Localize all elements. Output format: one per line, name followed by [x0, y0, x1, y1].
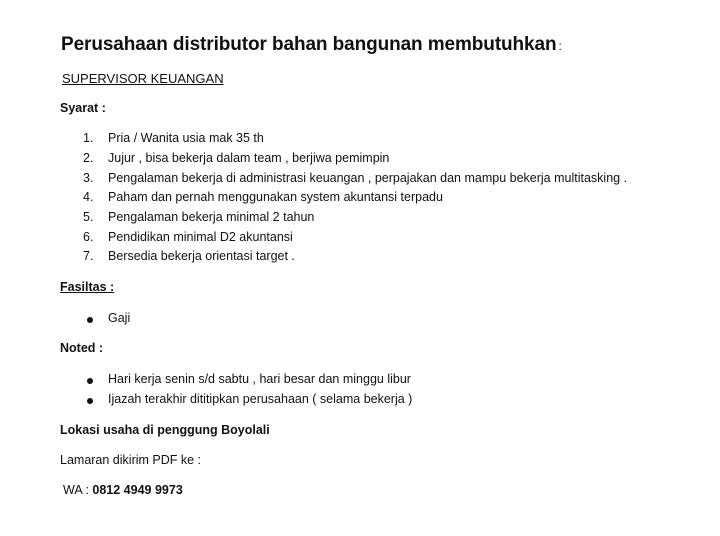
- syarat-number: 1.: [83, 131, 94, 145]
- whatsapp-contact: [63, 483, 183, 497]
- page-title-text: Perusahaan distributor bahan bangunan membutuhkan: [61, 34, 557, 55]
- noted-text: Ijazah terakhir dititipkan perusahaan ( selama bekerja ): [108, 392, 413, 406]
- bullet-icon: [87, 317, 93, 323]
- bullet-icon: [87, 378, 93, 384]
- syarat-number: 2.: [83, 151, 94, 165]
- noted-text: Hari kerja senin s/d sabtu , hari besar dan minggu libur: [108, 372, 411, 386]
- page-title-colon: :: [558, 39, 562, 53]
- syarat-text: Pria / Wanita usia mak 35 th: [108, 131, 264, 145]
- syarat-number: 7.: [83, 249, 94, 263]
- syarat-text: Pengalaman bekerja di administrasi keuangan , perpajakan dan mampu bekerja multitasking .: [108, 171, 628, 185]
- page-title: [61, 34, 562, 56]
- syarat-text: Pendidikan minimal D2 akuntansi: [108, 230, 293, 244]
- syarat-text: Bersedia bekerja orientasi target .: [108, 249, 295, 263]
- syarat-number: 5.: [83, 210, 94, 224]
- syarat-heading: Syarat :: [60, 101, 106, 115]
- syarat-number: 6.: [83, 230, 94, 244]
- syarat-number: 3.: [83, 171, 94, 185]
- fasilitas-heading: Fasiltas :: [60, 280, 115, 294]
- noted-heading: Noted :: [60, 341, 104, 355]
- whatsapp-label: WA :: [63, 483, 93, 497]
- apply-instructions: Lamaran dikirim PDF ke :: [60, 453, 202, 467]
- whatsapp-number: 0812 4949 9973: [92, 483, 183, 497]
- syarat-text: Paham dan pernah menggunakan system akuntansi terpadu: [108, 190, 443, 204]
- job-position-title: SUPERVISOR KEUANGAN: [62, 71, 224, 86]
- syarat-text: Pengalaman bekerja minimal 2 tahun: [108, 210, 315, 224]
- location-text: Lokasi usaha di penggung Boyolali: [60, 423, 270, 437]
- syarat-number: 4.: [83, 190, 94, 204]
- syarat-text: Jujur , bisa bekerja dalam team , berjiwa pemimpin: [108, 151, 390, 165]
- fasilitas-text: Gaji: [108, 311, 131, 325]
- bullet-icon: [87, 398, 93, 404]
